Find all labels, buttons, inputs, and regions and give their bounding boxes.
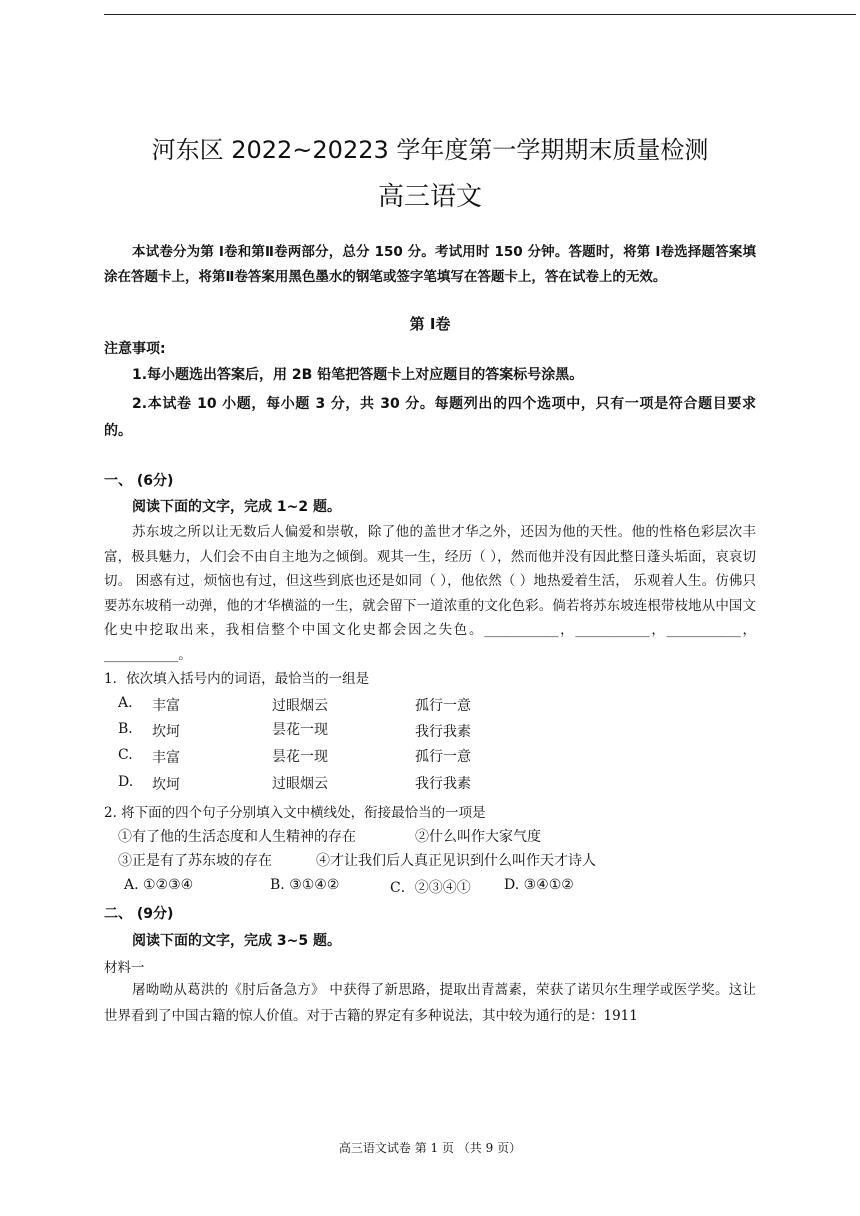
notice-item-1: 1.每小题选出答案后，用 2B 铅笔把答题卡上对应题目的答案标号涂黑。: [132, 367, 584, 383]
section-1-passage: 苏东坡之所以让无数后人偏爱和崇敬，除了他的盖世才华之外，还因为他的天性。他的性格色彩层次丰富，极具魅力，人们会不由自主地为之倾倒。观其一生，经历（ ），然而他并没有因此整日蓬头垢面，哀哀切切。 困惑有过，烦恼也有过，但这些到底也还是如同（ ），他依然（ ）地热爱着生活， 乐观着人生。仿佛只要苏东坡稍一动弹，他的才华横溢的一生，就会留下一道浓重的文化色彩。倘若将苏东坡连根带枝地从中国文化史中挖取出来，我相信整个中国文化史都会因之失色。___________，___________，___________，___________。: [104, 524, 756, 663]
q2-sentence-2: ②什么叫作大家气度: [415, 829, 541, 845]
option-letter: A.: [118, 695, 133, 711]
q2-sentence-1: ①有了他的生活态度和人生精神的存在: [118, 829, 356, 845]
notice-item-2: 2.本试卷 10 小题，每小题 3 分，共 30 分。每题列出的四个选项中，只有一项是符合题目要求的。: [104, 396, 756, 439]
option-word-1: 坎坷: [152, 724, 180, 740]
option-word-3: 我行我素: [415, 724, 471, 740]
option-word-2: 昙花一现: [272, 749, 328, 765]
option-word-2: 昙花一现: [272, 722, 328, 738]
option-word-2: 过眼烟云: [272, 776, 328, 792]
q1-stem: 1．依次填入括号内的词语，最恰当的一组是: [104, 671, 370, 687]
notice-heading: 注意事项:: [104, 341, 166, 357]
q2-option-b: B. ③①④②: [270, 877, 340, 893]
option-word-3: 孤行一意: [415, 698, 471, 714]
option-word-1: 丰富: [152, 698, 180, 714]
option-letter: D.: [118, 774, 134, 790]
volume-heading: 第 Ⅰ卷: [409, 315, 451, 333]
option-word-3: 孤行一意: [415, 749, 471, 765]
q2-stem: 2. 将下面的四个句子分别填入文中横线处，衔接最恰当的一项是: [104, 805, 486, 821]
q2-option-d: D. ③④①②: [504, 877, 574, 893]
exam-title: 河东区 2022~20223 学年度第一学期期末质量检测: [151, 136, 709, 164]
option-word-1: 坎坷: [152, 777, 180, 793]
option-word-3: 我行我素: [415, 776, 471, 792]
top-rule: [104, 14, 856, 15]
option-letter: C.: [118, 747, 133, 763]
section-2-passage: 屠呦呦从葛洪的《肘后备急方》 中获得了新思路，提取出青蒿素，荣获了诺贝尔生理学或医学奖。这让世界看到了中国古籍的惊人价值。对于古籍的界定有多种说法，其中较为通行的是：1911: [104, 982, 756, 1024]
q2-sentence-3: ③正是有了苏东坡的存在: [118, 853, 272, 869]
option-word-2: 过眼烟云: [272, 698, 328, 714]
subject-title: 高三语文: [377, 182, 482, 212]
material-label: 材料一: [104, 960, 145, 976]
q2-sentence-4: ④才让我们后人真正见识到什么叫作天才诗人: [316, 853, 596, 869]
section-2-heading: 二、 (9分): [104, 906, 174, 922]
option-letter: B.: [118, 721, 133, 737]
option-word-1: 丰富: [152, 750, 180, 766]
exam-instructions: 本试卷分为第 Ⅰ卷和第Ⅱ卷两部分，总分 150 分。考试用时 150 分钟。答题时，将第 Ⅰ卷选择题答案填涂在答题卡上，将第Ⅱ卷答案用黑色墨水的钢笔或签字笔填写在答题卡上，答在试卷上的无效。: [104, 244, 756, 285]
q2-option-a: A. ①②③④: [124, 877, 194, 893]
section-1-heading: 一、 (6分): [104, 473, 174, 489]
section-2-instruction: 阅读下面的文字，完成 3~5 题。: [132, 933, 341, 949]
page-footer: 高三语文试卷 第 1 页 （共 9 页）: [338, 1141, 522, 1155]
q2-option-c: C．②③④①: [390, 880, 471, 896]
section-1-instruction: 阅读下面的文字，完成 1~2 题。: [132, 499, 341, 515]
